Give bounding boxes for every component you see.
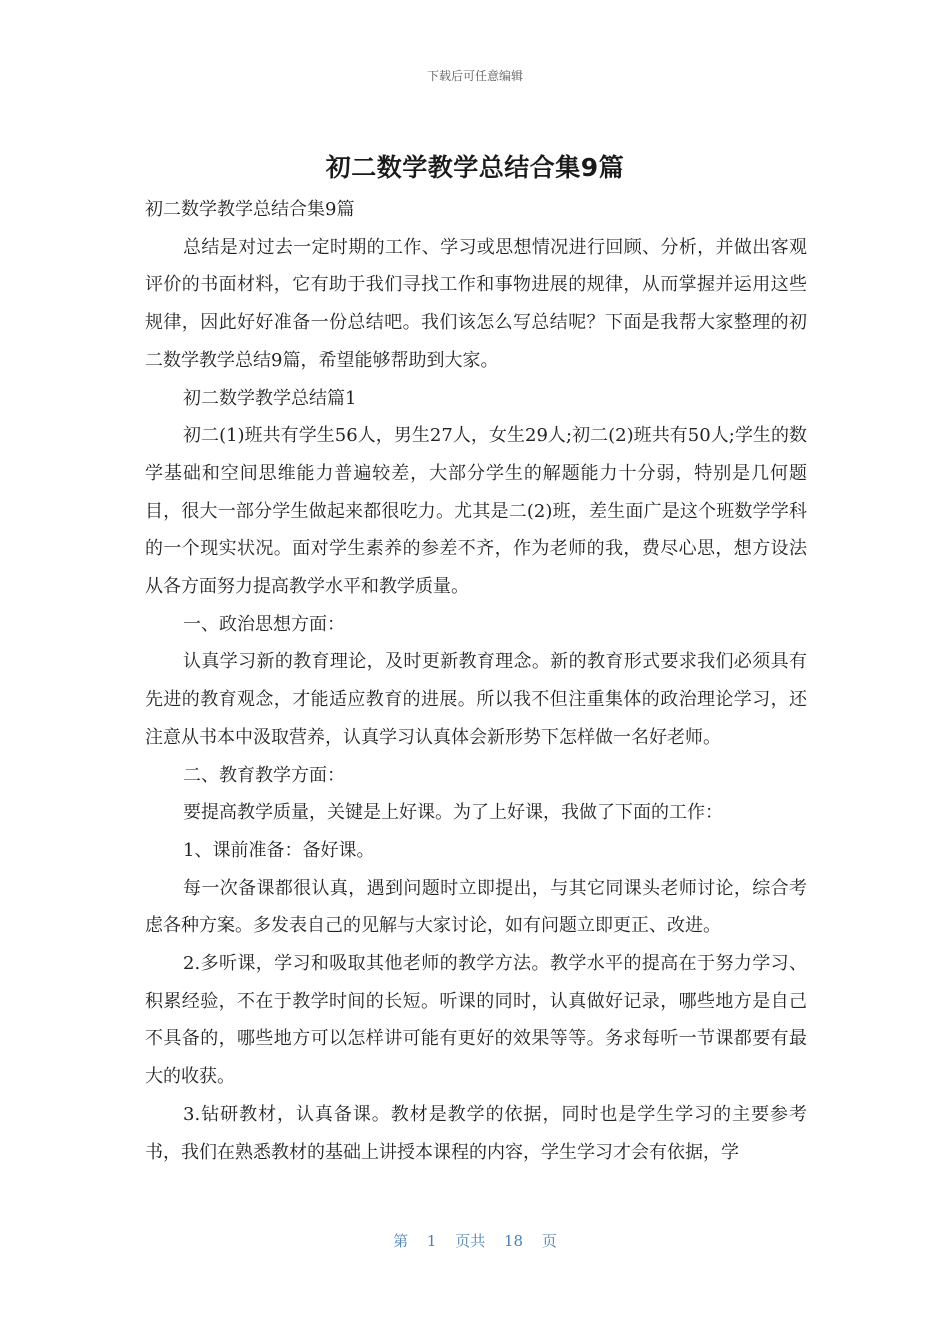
body-paragraph: 认真学习新的教育理论，及时更新教育理念。新的教育形式要求我们必须具有先进的教育观念，才能适应教育的进展。所以我不但注重集体的政治理论学习，还注意从书本中汲取营养，认真学习认真体会新形势下怎样做一名好老师。 [145, 651, 807, 748]
header-note: 下载后可任意编辑 [426, 69, 523, 83]
body-paragraph: 初二(1)班共有学生56人，男生27人，女生29人;初二(2)班共有50人;学生的数学基础和空间思维能力普遍较差，大部分学生的解题能力十分弱，特别是几何题目，很大一部分学生做起来都很吃力。尤其是二(2)班，差生面广是这个班数学学科的一个现实状况。面对学生素养的参差不齐，作为老师的我，费尽心思，想方设法从各方面努力提高教学水平和教学质量。 [145, 425, 807, 598]
document-title: 初二数学教学总结合集9篇 [325, 153, 625, 182]
body-paragraph: 2.多听课，学习和吸取其他老师的教学方法。教学水平的提高在于努力学习、积累经验，不在于教学时间的长短。听课的同时，认真做好记录，哪些地方是自己不具备的，哪些地方可以怎样讲可能有更好的效果等等。务求每听一节课都要有最大的收获。 [145, 953, 807, 1088]
subtitle-line: 初二数学教学总结合集9篇 [145, 199, 355, 220]
page-footer: 第 1 页共 18 页 [393, 1232, 557, 1250]
list-item-heading: 1、课前准备：备好课。 [183, 839, 375, 861]
document-body [145, 191, 807, 1171]
section-heading: 初二数学教学总结篇1 [183, 387, 357, 409]
body-paragraph: 要提高教学质量，关键是上好课。为了上好课，我做了下面的工作： [183, 802, 723, 824]
body-paragraph: 3.钻研教材，认真备课。教材是教学的依据，同时也是学生学习的主要参考书，我们在熟悉教材的基础上讲授本课程的内容，学生学习才会有依据，学 [145, 1103, 807, 1163]
section-heading: 一、政治思想方面： [183, 613, 345, 635]
body-paragraph: 每一次备课都很认真，遇到问题时立即提出，与其它同课头老师讨论，综合考虑各种方案。多发表自己的见解与大家讨论，如有问题立即更正、改进。 [145, 877, 807, 937]
section-heading: 二、教育教学方面： [183, 764, 345, 786]
intro-paragraph: 总结是对过去一定时期的工作、学习或思想情况进行回顾、分析，并做出客观评价的书面材料，它有助于我们寻找工作和事物进展的规律，从而掌握并运用这些规律，因此好好准备一份总结吧。我们该怎么写总结呢？下面是我帮大家整理的初二数学教学总结9篇，希望能够帮助到大家。 [145, 236, 807, 371]
